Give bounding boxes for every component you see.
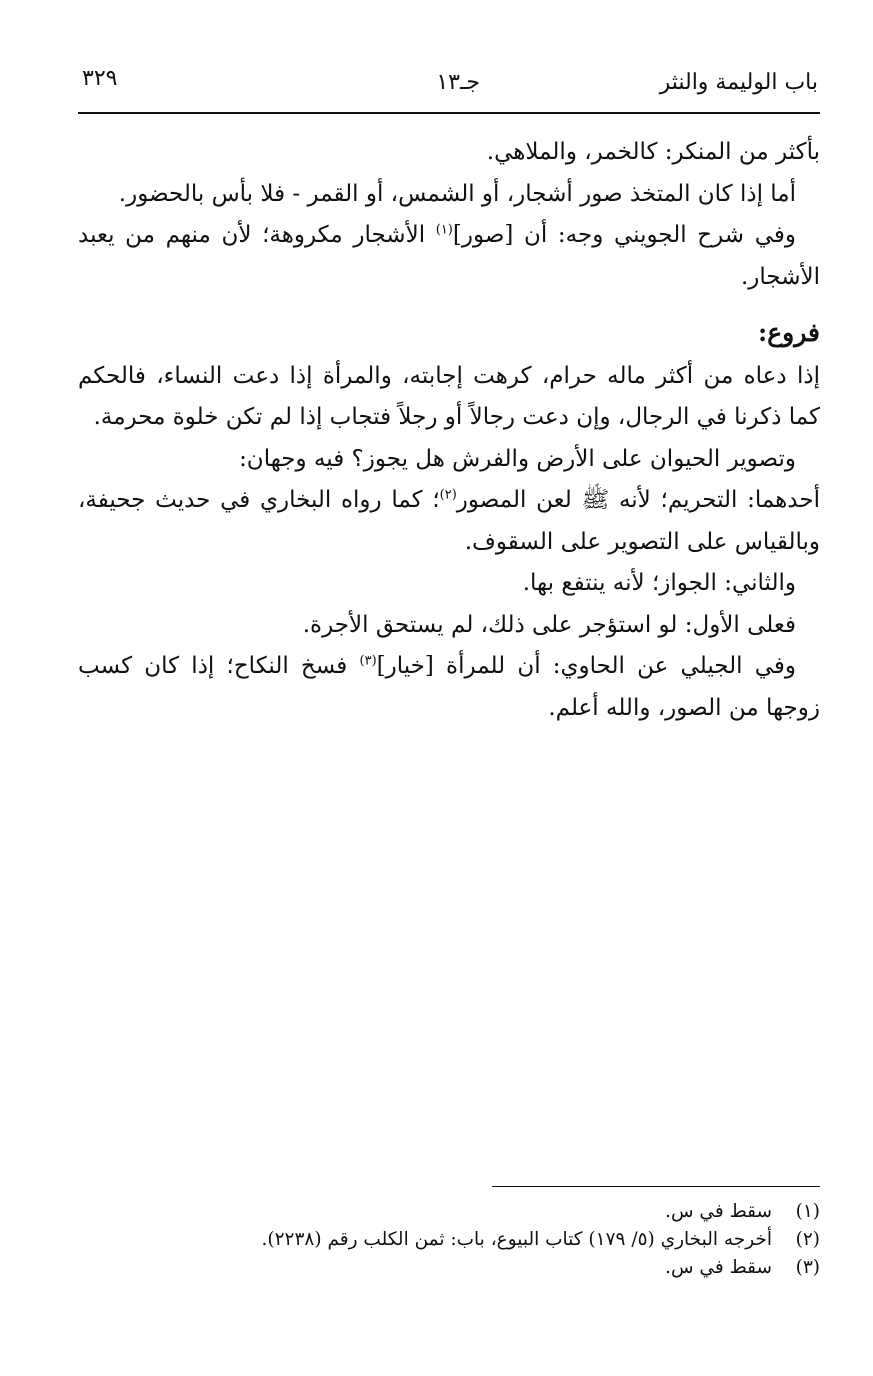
text-run: وفي الجيلي عن الحاوي: أن للمرأة [خيار] [376,653,796,679]
paragraph: أما إذا كان المتخذ صور أشجار، أو الشمس، أو القمر - فلا بأس بالحضور. [118,180,796,207]
footnote-number: (٣) [795,1257,820,1278]
paragraph [78,480,820,563]
footnote-text: أخرجه البخاري (٥/ ١٧٩) كتاب البيوع، باب: ثمن الكلب رقم (٢٢٣٨). [261,1229,772,1250]
header-rule [78,112,820,114]
footnote-ref[interactable]: (٢) [439,487,457,503]
main-text [78,132,820,729]
footnotes [78,1198,820,1282]
text-run: أحدهما: التحريم؛ لأنه ﷺ لعن المصور [456,487,820,513]
footnote [78,1198,820,1226]
footnote-ref[interactable]: (١) [435,222,453,238]
footnote [78,1226,820,1254]
text-run: وفي شرح الجويني وجه: أن [صور] [452,222,796,248]
footnote-number: (٢) [795,1229,820,1250]
chapter-title: باب الوليمة والنثر [659,70,818,95]
paragraph: وتصوير الحيوان على الأرض والفرش هل يجوز؟ فيه وجهان: [239,445,796,472]
footnote-number: (١) [795,1201,820,1222]
text-run: الأشجار مكروهة؛ لأن منهم من يعبد الأشجار. [78,222,820,290]
volume-number: جـ١٣ [436,70,480,95]
paragraph: بأكثر من المنكر: كالخمر، والملاهي. [486,139,820,165]
footnote-rule [492,1186,820,1187]
paragraph: والثاني: الجواز؛ لأنه ينتفع بها. [522,570,796,596]
footnote-ref[interactable]: (٣) [359,653,377,669]
footnote-text: سقط في س. [665,1257,772,1278]
text-run: فسخ النكاح؛ إذا كان كسب زوجها من الصور، والله أعلم. [78,653,820,721]
footnote-text: سقط في س. [665,1201,772,1222]
page-number: ٣٢٩ [82,66,118,91]
paragraph [78,646,820,729]
text-run: ؛ كما رواه البخاري في حديث جحيفة، وبالقياس على التصوير على السقوف. [78,487,820,555]
paragraph: فعلى الأول: لو استؤجر على ذلك، لم يستحق الأجرة. [302,611,796,638]
paragraph: إذا دعاه من أكثر ماله حرام، كرهت إجابته، والمرأة إذا دعت النساء، فالحكم كما ذكرنا في الرجال، وإن دعت رجالاً أو رجلاً فتجاب إذا لم تكن خلوة محرمة. [78,362,820,430]
page-header [78,66,818,106]
footnote [78,1254,820,1282]
paragraph [78,215,820,298]
section-heading: فروع: [758,318,820,347]
